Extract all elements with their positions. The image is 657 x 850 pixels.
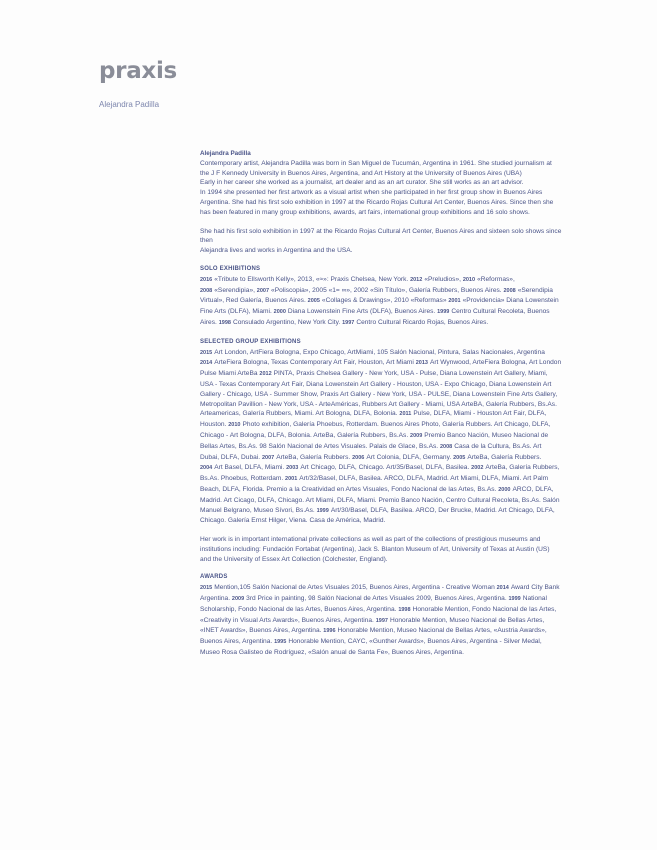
group-year: 2015 <box>200 349 213 356</box>
solo-text: Consulado Argentino, New York City. <box>232 318 341 326</box>
solo-year: 1998 <box>218 319 231 326</box>
group-year: 2003 <box>286 465 299 472</box>
group-year: 2007 <box>261 454 275 461</box>
artist-subtitle: Alejandra Padilla <box>99 100 160 109</box>
award-year: 2015 <box>200 585 213 592</box>
solo-text: «Providencia» Diana Lowenstein Fine Arts (DLFA), Miami. <box>200 297 559 316</box>
group-entry <box>262 454 350 461</box>
award-text: Award City Bank Argentina. <box>200 584 560 603</box>
award-year: 1999 <box>508 596 521 603</box>
praxis-logo: praxis <box>99 58 177 84</box>
solo-year: 2012 <box>410 276 423 283</box>
solo-text: «Reformas», <box>477 275 515 283</box>
group-year: 2011 <box>399 411 412 418</box>
group-year: 2000 <box>498 486 511 493</box>
award-year: 1996 <box>323 628 336 635</box>
bio-paragraph: Contemporary artist, Alejandra Padilla was born in San Miguel de Tucumán, Argentina in 1961. She studied journalism at the J F Kennedy University in Buenos Aires, Argentina, and Art History at the University of Buenos Aires (UBA) <box>200 159 552 177</box>
solo-text: «Preludios», <box>424 275 461 283</box>
group-text: Art Basel, DLFA, Miami. <box>214 464 285 472</box>
group-text: Photo exhibition, Galería Phoebus, Rotterdam. Buenos Aires Photo, Galería Rubbers. Art Chicago, DLFA, Chicago - Art Bologna, DLFA, Bolonia. ArteBa, Galería Rubbers, Bs.As. <box>200 421 551 439</box>
award-year: 2009 <box>231 596 245 603</box>
group-text: ArteFiera Bologna, Texas Contemporary Art Fair, Houston, Art Miami <box>214 359 414 367</box>
solo-text: «Serendipia», <box>214 286 255 294</box>
solo-entry <box>200 287 255 294</box>
solo-year: 2008 <box>200 287 213 294</box>
solo-year: 2001 <box>448 298 461 305</box>
solo-entry <box>463 276 515 283</box>
solo-entry <box>257 287 502 294</box>
bio-paragraph: Early in her career she worked as a journalist, art dealer and as an art curator. She still works as an art advisor. <box>200 179 524 187</box>
group-year: 2013 <box>415 360 428 367</box>
group-text: PINTA, Praxis Chelsea Gallery - New York, USA - Pulse, Diana Lowenstein Art Gallery, Miami, USA - Texas Contemporary Art Fair, Diana Lowenstein Art Gallery - Houston, USA - Expo Chicago, Diana Lowenstein Art Gallery - Chicago, USA - Summer Show, Praxis Art Gallery - New York, USA - PULSE, Diana Lowenstein Fine Arts Gallery, Metropolitan Pavillion - New York, USA - ArteAméricas, Rubbers Art Gallery - Miami, USA ArteBA, Galería Rubbers, Bs.As. Arteamericas, Galería Rubbers, Miami. Art Bologna, DLFA, Bolonia. <box>200 370 558 418</box>
solo-text: Centro Cultural Ricardo Rojas, Buenos Aires. <box>356 318 489 326</box>
group-entry <box>352 454 451 461</box>
solo-entry <box>410 276 461 283</box>
solo-year: 1997 <box>342 319 355 326</box>
group-year: 2010 <box>228 422 241 429</box>
bio-paragraph: Alejandra lives and works in Argentina and the USA. <box>200 247 353 255</box>
group-text: ArteBa, Galería Rubbers. <box>467 453 542 461</box>
group-entry <box>200 464 284 471</box>
award-year: 2014 <box>496 585 509 592</box>
group-entry <box>286 464 469 471</box>
solo-year: 2010 <box>462 276 476 283</box>
group-year: 2005 <box>453 454 466 461</box>
group-text: Art/32/Basel, DLFA, Basilea. ARCO, DLFA, Madrid. Art Miami, DLFA, Miami. Art Palm Beach, DLFA, Florida. Premio a la Creatividad en Artes Visuales, Fondo Nacional de las Artes, Bs.As. <box>200 475 549 493</box>
solo-entry <box>219 319 341 326</box>
solo-entry <box>342 319 488 326</box>
solo-year: 2007 <box>256 287 270 294</box>
group-text: ARCO, DLFA, Madrid. Art Cicago, DLFA, Chicago. Art Miami, DLFA, Miami. Premio Banco Nación, Centro Cultural Recoleta, Bs.As. Salón Manuel Belgrano, Museo Sívori, Bs.As. <box>200 485 560 514</box>
group-exhibitions-heading: SELECTED GROUP EXHIBITIONS <box>200 338 301 345</box>
artist-name-heading: Alejandra Padilla <box>200 150 251 157</box>
award-text: Mention,105 Salón Nacional de Artes Visuales 2015, Buenos Aires, Argentina - Creative Woman <box>214 584 495 592</box>
solo-year: 2005 <box>307 298 320 305</box>
solo-text: Diana Lowenstein Fine Arts (DLFA), Buenos Aires. <box>287 308 436 316</box>
award-year: 1997 <box>375 617 388 624</box>
awards-heading: AWARDS <box>200 574 228 581</box>
group-year: 2002 <box>471 465 484 472</box>
group-year: 2009 <box>410 432 423 439</box>
group-entry <box>200 359 414 366</box>
group-text: Art Colonia, DLFA, Germany. <box>366 453 452 461</box>
bio-paragraph: She had his first solo exhibition in 1997 at the Ricardo Rojas Cultural Art Center, Buenos Aires and sixteen solo shows since then <box>200 227 562 245</box>
group-year: 2014 <box>200 360 213 367</box>
award-entry <box>232 595 507 602</box>
solo-text: «Collages & Drawings», 2010 «Reformas» <box>321 297 447 305</box>
collections-paragraph: Her work is in important international private collections as well as part of the collections of prestigious museums and institutions including: Fundación Fortabat (Argentina), Jack S. Blanton Museum of Art, University of Texas at Austin (US) and the University of Essex Art Collection (Colchester, England). <box>200 536 550 563</box>
award-text: Honorable Mention, CAYC, «Gunther Awards», Buenos Aires, Argentina - Silver Medal, Museo Rosa Galisteo de Rodríguez, «Salón anual de Santa Fe», Buenos Aires, Argentina. <box>200 638 542 657</box>
group-text: Art Wynwood, ArteFiera Bologna, Art London Pulse Miami ArteBa <box>200 359 562 378</box>
solo-text: «Tribute to Ellsworth Kelly», 2013, «≈»: Praxis Chelsea, New York. <box>214 275 409 283</box>
group-text: Art Chicago, DLFA, Chicago. Art/35/Basel, DLFA, Basilea. <box>300 464 470 472</box>
group-entry <box>453 454 541 461</box>
group-text: ArteBa, Galería Rubbers. <box>276 453 351 461</box>
group-entry <box>200 349 545 356</box>
group-year: 2008 <box>439 443 453 450</box>
group-year: 2004 <box>200 465 213 472</box>
solo-year: 2016 <box>200 276 213 283</box>
solo-text: Centro Cultural Recoleta, Buenos Aires. <box>200 308 550 326</box>
award-entry <box>200 584 495 591</box>
award-text: Honorable Mention, Fondo Nacional de las Artes, «Creativity in Visual Arts Awards», Buenos Aires, Argentina. <box>200 605 557 624</box>
document-body <box>200 149 562 658</box>
group-text: Premio Banco Nación, Museo Nacional de Bellas Artes, Bs.As. 98 Salón Nacional de Artes Visuales. Palais de Glace, Bs.As. <box>200 431 549 450</box>
solo-year: 2000 <box>273 309 286 316</box>
bio-paragraph: In 1994 she presented her first artwork as a visual artist when she participated in her first group show in Buenos Aires Argentina. She had his first solo exhibition in 1997 at the Ricardo Rojas Cultural Art Center, Buenos Aires. Since then she has been featured in many group exhibitions, awards, art fairs, international group exhibitions and 16 solo shows. <box>200 189 554 216</box>
solo-exhibitions-list <box>200 275 562 329</box>
solo-entry <box>308 297 447 304</box>
award-text: Honorable Mention, Museo Nacional de Bellas Artes, «INET Awards», Buenos Aires, Argentina. <box>200 616 545 635</box>
solo-year: 2008 <box>503 287 516 294</box>
solo-year: 1999 <box>437 309 450 316</box>
awards-list <box>200 583 562 658</box>
group-year: 2001 <box>285 476 298 483</box>
group-text: ArteBa, Galería Rubbers, Bs.As. Phoebus, Rotterdam. <box>200 464 560 483</box>
solo-text: «Poliscopia», 2005 «1= ∞», 2002 «Sin Título», Galería Rubbers, Buenos Aires. <box>271 286 502 294</box>
group-year: 1999 <box>316 507 329 514</box>
solo-entry <box>200 276 408 283</box>
award-text: Honorable Mention, Museo Nacional de Bellas Artes, «Austria Awards», Buenos Aires, Argentina. <box>200 627 547 646</box>
solo-text: «Serendipia Virtual», Red Galería, Buenos Aires. <box>200 286 553 305</box>
solo-exhibitions-heading: SOLO EXHIBITIONS <box>200 265 261 272</box>
group-text: Art/30/Basel, DLFA, Basilea. ARCO, Der Brucke, Madrid. Art Chicago, DLFA, Chicago. Galería Ernst Hilger, Viena. Casa de América, Madrid. <box>200 506 555 525</box>
award-text: 3rd Price in painting, 98 Salón Nacional de Artes Visuales 2009, Buenos Aires, Argentina. <box>246 595 507 603</box>
solo-entry <box>274 308 436 315</box>
group-year: 2006 <box>352 454 365 461</box>
award-text: National Scholarship, Fondo Nacional de las Artes, Buenos Aires, Argentina. <box>200 595 547 613</box>
group-text: Art London, ArtFiera Bologna, Expo Chicago, ArtMiami, 105 Salón Nacional, Pintura, Salas Nacionales, Argentina <box>214 348 545 356</box>
group-text: Casa de la Cultura, Bs.As. Art Dubai, DLFA, Dubai. <box>200 442 542 461</box>
group-text: Pulse, DLFA, Miami - Houston Art Fair, DLFA, Houston. <box>200 410 547 429</box>
award-year: 1995 <box>274 639 287 646</box>
group-year: 2012 <box>259 371 272 378</box>
group-exhibitions-list <box>200 348 562 527</box>
award-year: 1998 <box>398 606 411 613</box>
